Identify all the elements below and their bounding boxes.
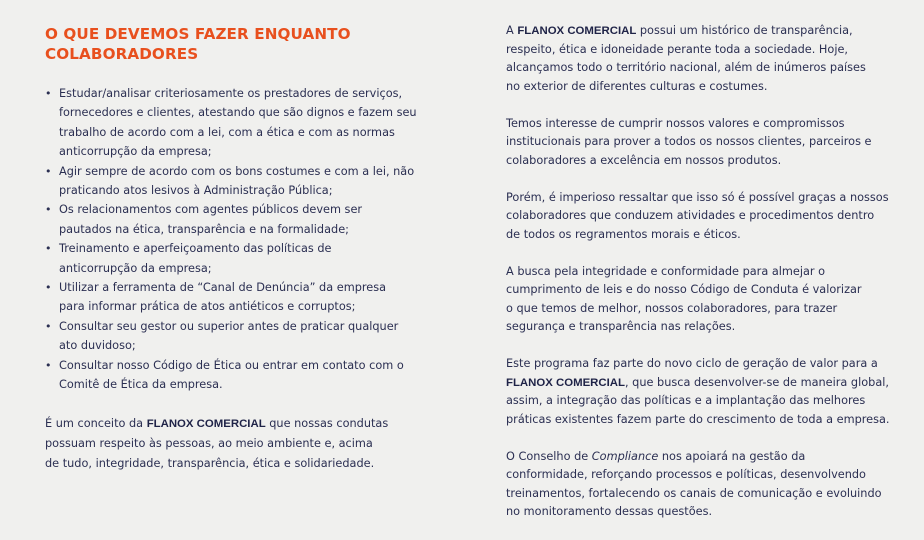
bullet-icon: • — [45, 203, 52, 217]
text-fragment: nos apoiará na gestão da — [658, 449, 806, 463]
list-item-text: Treinamento e aperfeiçoamento das políticas de — [59, 242, 332, 256]
text-fragment: possui um histórico de transparência, — [636, 24, 853, 37]
paragraph-line: práticas existentes fazem parte do crescimento de toda a empresa. — [506, 412, 890, 426]
section-title — [45, 24, 445, 64]
paragraph-line — [506, 374, 924, 393]
paragraph-line: A busca pela integridade e conformidade para almejar o — [506, 264, 826, 278]
list-item-text: fornecedores e clientes, atestando que são dignos e fazem seu — [59, 106, 417, 120]
paragraph-line: de todos os regramentos morais e éticos. — [506, 227, 741, 241]
paragraph-line: possuam respeito às pessoas, ao meio ambiente e, acima — [45, 437, 373, 451]
paragraph-collaborators — [506, 189, 924, 245]
left-column — [45, 24, 445, 470]
bullet-icon: • — [45, 164, 52, 178]
list-item — [45, 356, 445, 395]
paragraph-compliance — [506, 448, 924, 522]
list-item-text: ato duvidoso; — [59, 339, 136, 353]
paragraph-values — [506, 115, 924, 171]
brand-name: FLANOX COMERCIAL — [517, 25, 637, 37]
list-item-text: Agir sempre de acordo com os bons costumes e com a lei, não — [59, 164, 415, 178]
section-title-line: O QUE DEVEMOS FAZER ENQUANTO — [45, 25, 351, 43]
list-item-text: praticando atos lesivos à Administração Pública; — [59, 184, 333, 198]
text-fragment: O Conselho de — [506, 449, 592, 463]
list-item-text: anticorrupção da empresa; — [59, 261, 212, 275]
paragraph-line: Temos interesse de cumprir nossos valores e compromissos — [506, 116, 845, 130]
compliance-term: Compliance — [591, 449, 659, 463]
paragraph-history — [506, 22, 924, 96]
list-item-text: Consultar seu gestor ou superior antes de praticar qualquer — [59, 319, 399, 333]
paragraph-line: cumprimento de leis e do nosso Código de Conduta é valorizar — [506, 283, 862, 297]
bullet-icon: • — [45, 87, 52, 100]
bullet-icon: • — [45, 281, 52, 295]
brand-name: FLANOX COMERCIAL — [506, 376, 625, 389]
list-item — [45, 317, 445, 356]
list-item-text: Os relacionamentos com agentes públicos devem ser — [59, 203, 363, 217]
paragraph-integrity — [506, 263, 924, 337]
paragraph-line: o que temos de melhor, nossos colaboradores, para trazer — [506, 301, 838, 315]
paragraph-line: treinamentos, fortalecendo os canais de comunicação e evoluindo — [506, 486, 882, 500]
paragraph-line: colaboradores a excelência em nossos produtos. — [506, 153, 782, 167]
paragraph-line: Porém, é imperioso ressaltar que isso só é possível graças a nossos — [506, 190, 889, 204]
closing-paragraph — [45, 414, 445, 473]
list-item — [45, 278, 445, 317]
paragraph-line: no monitoramento dessas questões. — [506, 505, 713, 519]
list-item-text: Consultar nosso Código de Ética ou entrar em contato com o — [59, 358, 404, 372]
paragraph-line — [506, 448, 924, 467]
list-item-text: Estudar/analisar criteriosamente os prestadores de serviços, — [59, 87, 403, 100]
paragraph-program — [506, 355, 924, 429]
bullet-icon: • — [45, 358, 52, 372]
paragraph-line: de tudo, integridade, transparência, ética e solidariedade. — [45, 456, 375, 470]
right-column — [506, 22, 924, 540]
list-item-text: anticorrupção da empresa; — [59, 145, 212, 159]
paragraph-line: alcançamos todo o território nacional, além de inúmeros países — [506, 61, 866, 75]
paragraph-line: segurança e transparência nas relações. — [506, 320, 736, 334]
list-item — [45, 200, 445, 239]
paragraph-line: conformidade, reforçando processos e políticas, desenvolvendo — [506, 468, 866, 482]
brand-name: FLANOX COMERCIAL — [146, 418, 266, 430]
bullet-icon: • — [45, 319, 52, 333]
paragraph-line: respeito, ética e idoneidade perante toda a sociedade. Hoje, — [506, 42, 849, 56]
paragraph-line — [506, 22, 924, 41]
paragraph-line: colaboradores que conduzem atividades e procedimentos dentro — [506, 209, 875, 223]
list-item-text: para informar prática de atos antiéticos e corruptos; — [59, 300, 356, 314]
text-fragment: A — [506, 24, 518, 37]
list-item-text: pautados na ética, transparência e na formalidade; — [59, 222, 349, 236]
duties-list — [45, 84, 445, 395]
text-fragment: que nossas condutas — [265, 417, 389, 430]
list-item-text: Comitê de Ética da empresa. — [59, 378, 223, 392]
bullet-icon: • — [45, 242, 52, 256]
paragraph-line: Este programa faz parte do novo ciclo de geração de valor para a — [506, 357, 878, 371]
list-item-text: trabalho de acordo com a lei, com a ética e com as normas — [59, 125, 395, 139]
list-item — [45, 84, 445, 162]
section-title-line: COLABORADORES — [45, 45, 199, 63]
list-item — [45, 239, 445, 278]
list-item-text: Utilizar a ferramenta de “Canal de Denúncia” da empresa — [59, 281, 387, 295]
text-fragment: , que busca desenvolver-se de maneira global, — [624, 375, 889, 389]
paragraph-line — [45, 414, 445, 434]
text-fragment: É um conceito da — [45, 417, 147, 430]
paragraph-line: assim, a integração das políticas e a implantação das melhores — [506, 394, 866, 408]
paragraph-line: institucionais para prover a todos os nossos clientes, parceiros e — [506, 135, 872, 149]
list-item — [45, 162, 445, 201]
paragraph-line: no exterior de diferentes culturas e costumes. — [506, 79, 768, 93]
